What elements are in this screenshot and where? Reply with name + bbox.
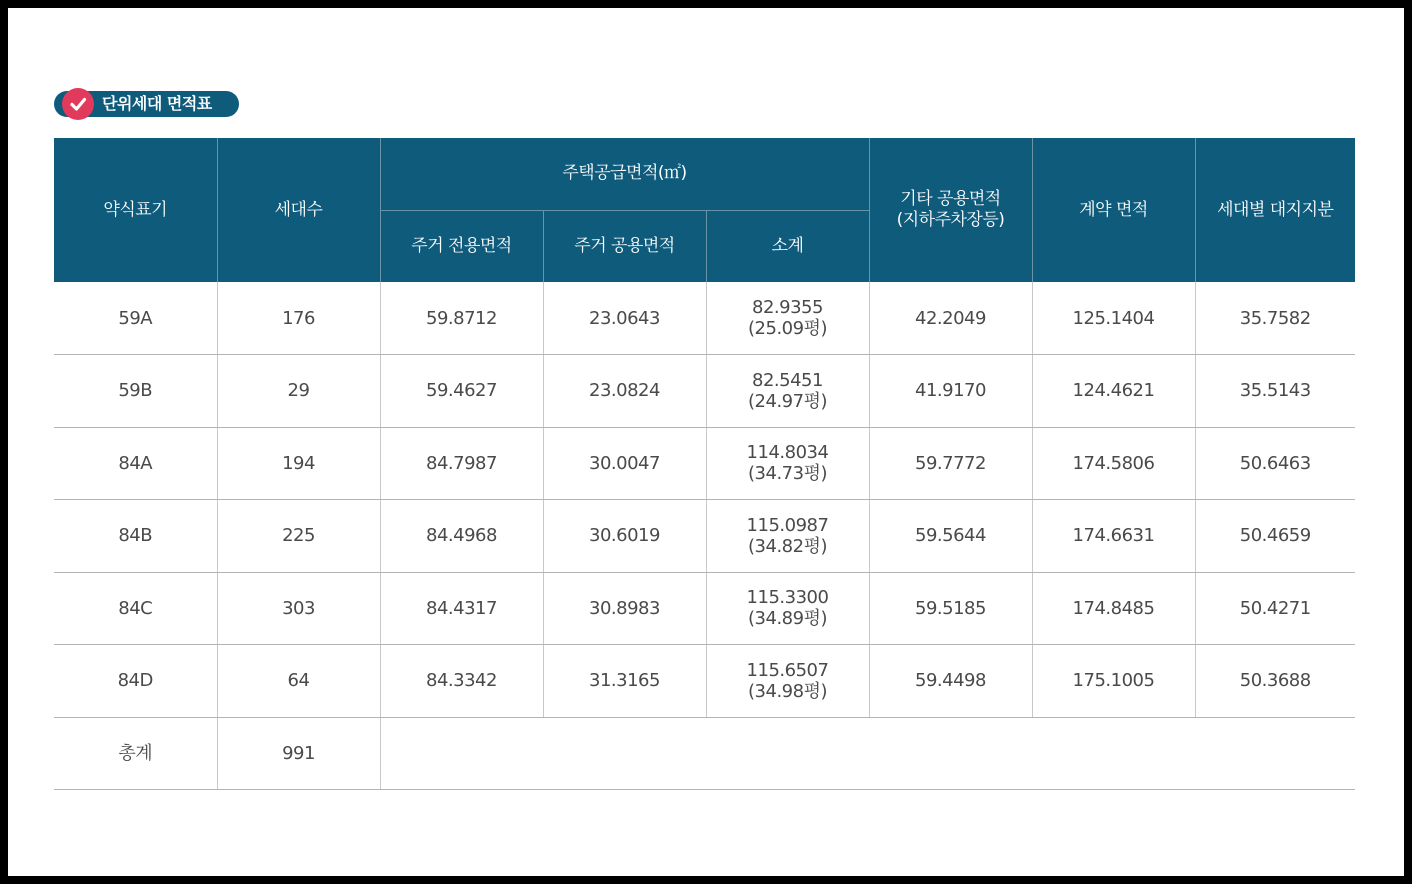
cell-exclusive: 84.4968 [380,500,543,573]
table-row [54,572,1355,645]
page-frame [8,8,1404,876]
section-title-badge [54,91,239,117]
cell-subtotal [706,500,869,573]
cell-exclusive: 59.8712 [380,282,543,355]
cell-exclusive: 84.7987 [380,427,543,500]
header-supply-area: 주택공급면적(㎡) [380,138,869,210]
header-type: 약식표기 [54,138,217,282]
table-row [54,645,1355,718]
cell-land: 35.7582 [1195,282,1355,355]
cell-households: 176 [217,282,380,355]
cell-common: 23.0643 [543,282,706,355]
cell-contract: 174.5806 [1032,427,1195,500]
cell-other: 42.2049 [869,282,1032,355]
cell-common: 31.3165 [543,645,706,718]
header-subtotal: 소계 [706,210,869,282]
header-other-common-line2: (지하주차장등) [896,210,1005,230]
cell-households: 29 [217,355,380,428]
cell-common: 23.0824 [543,355,706,428]
cell-subtotal [706,282,869,355]
cell-other: 59.4498 [869,645,1032,718]
cell-other: 59.7772 [869,427,1032,500]
subtotal-value: 115.3300 [746,587,829,609]
cell-land: 50.4271 [1195,572,1355,645]
header-exclusive: 주거 전용면적 [380,210,543,282]
table-row [54,355,1355,428]
cell-type: 84D [54,645,217,718]
cell-land: 50.4659 [1195,500,1355,573]
subtotal-pyeong: (34.82평) [748,535,827,557]
header-row [54,138,1355,210]
cell-contract: 174.8485 [1032,572,1195,645]
subtotal-pyeong: (34.98평) [748,680,827,702]
total-empty-cell [380,717,1355,790]
cell-contract: 125.1404 [1032,282,1195,355]
cell-contract: 175.1005 [1032,645,1195,718]
total-row [54,717,1355,790]
cell-exclusive: 59.4627 [380,355,543,428]
cell-type: 84B [54,500,217,573]
cell-land: 50.6463 [1195,427,1355,500]
cell-type: 59B [54,355,217,428]
cell-subtotal [706,355,869,428]
cell-households: 303 [217,572,380,645]
cell-subtotal [706,427,869,500]
header-households: 세대수 [217,138,380,282]
subtotal-pyeong: (24.97평) [748,390,827,412]
subtotal-value: 82.5451 [752,369,823,391]
cell-common: 30.6019 [543,500,706,573]
table-body [54,282,1355,790]
subtotal-pyeong: (34.89평) [748,608,827,630]
cell-households: 194 [217,427,380,500]
table-row [54,427,1355,500]
cell-type: 84C [54,572,217,645]
header-contract: 계약 면적 [1032,138,1195,282]
table-row [54,500,1355,573]
cell-other: 41.9170 [869,355,1032,428]
cell-contract: 124.4621 [1032,355,1195,428]
cell-households: 64 [217,645,380,718]
header-other-common [869,138,1032,282]
header-common: 주거 공용면적 [543,210,706,282]
cell-common: 30.0047 [543,427,706,500]
cell-other: 59.5644 [869,500,1032,573]
header-land-share: 세대별 대지지분 [1195,138,1355,282]
cell-type: 84A [54,427,217,500]
cell-exclusive: 84.4317 [380,572,543,645]
cell-households: 225 [217,500,380,573]
subtotal-value: 115.0987 [746,514,829,536]
subtotal-value: 114.8034 [746,442,829,464]
subtotal-value: 115.6507 [746,659,829,681]
total-households: 991 [217,717,380,790]
section-title: 단위세대 면적표 [102,94,212,113]
subtotal-pyeong: (34.73평) [748,463,827,485]
cell-land: 35.5143 [1195,355,1355,428]
subtotal-pyeong: (25.09평) [748,318,827,339]
cell-land: 50.3688 [1195,645,1355,718]
cell-type: 59A [54,282,217,355]
cell-subtotal [706,645,869,718]
cell-subtotal [706,572,869,645]
check-circle-icon [62,88,94,120]
total-label: 총계 [54,717,217,790]
area-table [54,138,1355,790]
table-row [54,282,1355,355]
cell-exclusive: 84.3342 [380,645,543,718]
cell-contract: 174.6631 [1032,500,1195,573]
subtotal-value: 82.9355 [752,297,823,318]
cell-common: 30.8983 [543,572,706,645]
header-other-common-line1: 기타 공용면적 [900,189,1001,209]
cell-other: 59.5185 [869,572,1032,645]
